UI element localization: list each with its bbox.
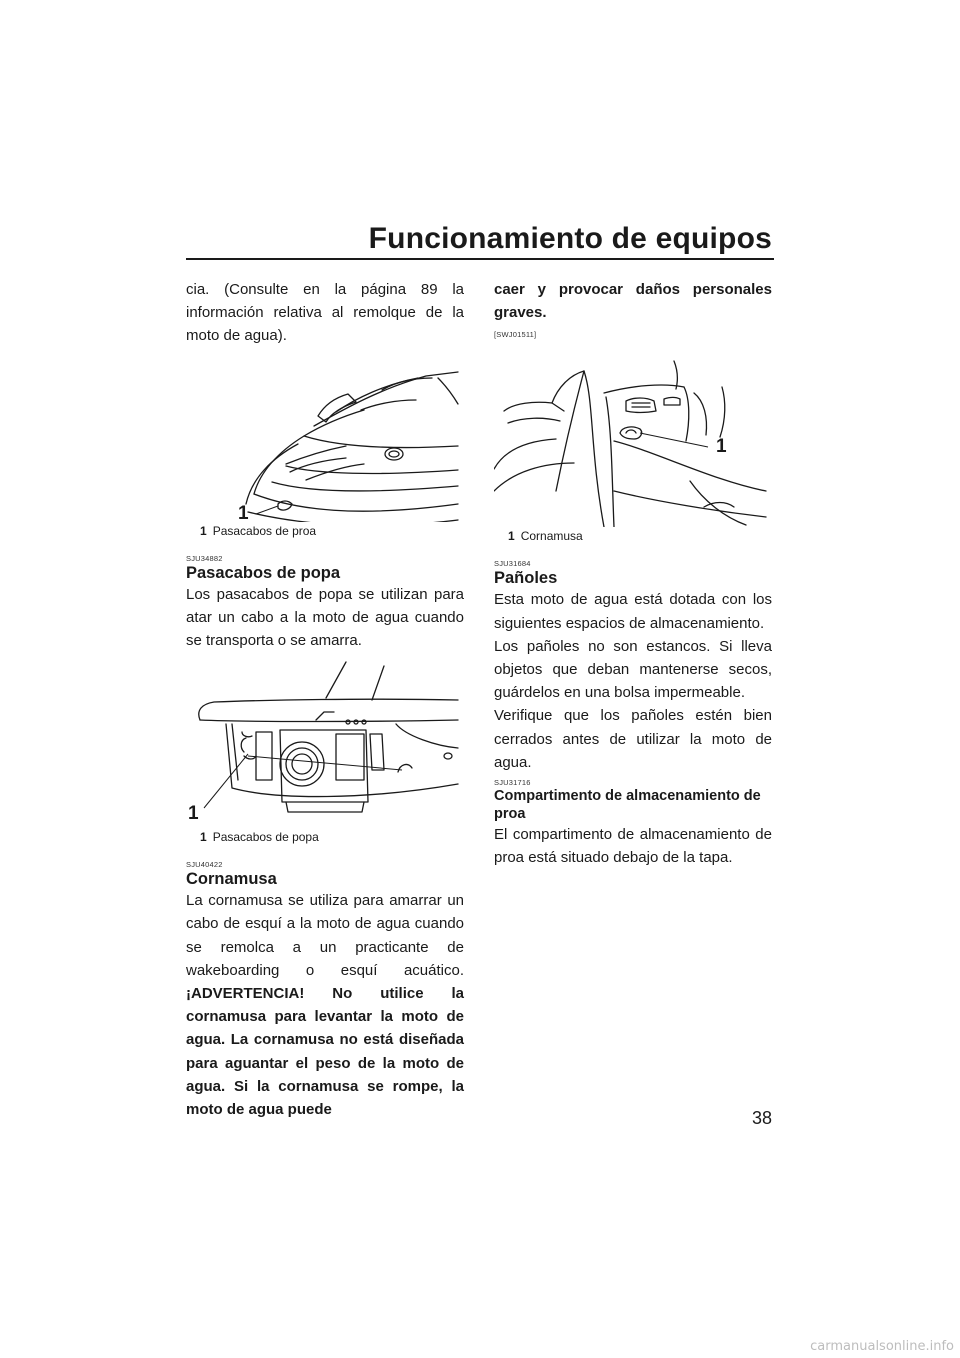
bow-eye-illustration: [186, 354, 464, 522]
figure-cleat: [494, 341, 772, 527]
figure3-caption: [508, 529, 772, 543]
section-paragraph-2: Los pañoles no son estancos. Si lleva objetos que deban mantenerse secos, guárdelos en una bolsa impermeable.: [494, 637, 772, 702]
section-panoles: [494, 559, 772, 774]
figure2-caption: [200, 830, 464, 844]
stern-eyes-illustration: [186, 660, 464, 828]
caption-text: Pasacabos de popa: [212, 830, 319, 845]
caption-text: Pasacabos de proa: [212, 523, 317, 538]
section-code: SJU34882: [186, 553, 223, 563]
section-code: SJU31716: [494, 778, 531, 788]
section-code: SJU31684: [494, 559, 531, 569]
section-heading: Pañoles: [494, 569, 558, 588]
section-body: Los pasacabos de popa se utilizan para atar un cabo a la moto de agua cuando se transporta o se amarra.: [186, 585, 464, 650]
section-cornamusa: [186, 860, 464, 1121]
cleat-illustration: [494, 341, 772, 527]
section-code: SJU40422: [186, 860, 223, 870]
intro-text: cia. (Consulte en la página 89 la información relativa al remolque de la moto de agua).: [186, 281, 464, 345]
figure2-callout: 1: [188, 803, 199, 825]
title-rule: [186, 258, 774, 260]
figure-bow-eye: [186, 354, 464, 522]
caption-text: Cornamusa: [520, 529, 583, 544]
section-heading: Cornamusa: [186, 870, 277, 889]
left-column: [186, 278, 464, 1121]
figure3-callout: 1: [716, 436, 727, 458]
caption-number: 1: [200, 523, 207, 538]
page-number: 38: [751, 1108, 772, 1128]
subsection-body: El compartimento de almacenamiento de proa está situado debajo de la tapa.: [494, 826, 772, 867]
caption-number: 1: [508, 529, 515, 544]
figure1-caption: [200, 524, 464, 538]
subsection-heading: Compartimento de almacenamiento de proa: [494, 788, 761, 823]
section-pasacabos-popa: [186, 554, 464, 653]
section-paragraph-1: Esta moto de agua está dotada con los siguientes espacios de almacenamiento.: [494, 591, 772, 632]
warning-code: [SWJ01511]: [494, 330, 537, 340]
page-title: Funcionamiento de equipos: [368, 222, 772, 255]
cornamusa-warning: ¡ADVERTENCIA! No utilice la cornamusa para levantar la moto de agua. La cornamusa no está diseñada para aguantar el peso de la moto de agua. Si la cornamusa se rompe, la moto de agua puede: [186, 985, 464, 1119]
section-compartimento-proa: [494, 778, 772, 869]
warning-continuation: caer y provocar daños personales graves.: [494, 281, 772, 322]
section-heading: Pasacabos de popa: [186, 563, 341, 582]
right-column: [494, 278, 772, 869]
section-body: [186, 889, 464, 1121]
section-paragraph-3: Verifique que los pañoles estén bien cerrados antes de utilizar la moto de agua.: [494, 707, 772, 771]
cornamusa-body: La cornamusa se utiliza para amarrar un cabo de esquí a la moto de agua cuando se remolca a un practicante de wakeboarding o esquí acuático.: [186, 892, 464, 979]
figure1-callout: 1: [238, 502, 249, 524]
figure-stern-eyes: [186, 660, 464, 828]
caption-number: 1: [200, 830, 207, 845]
watermark: carmanualsonline.info: [810, 1339, 954, 1354]
